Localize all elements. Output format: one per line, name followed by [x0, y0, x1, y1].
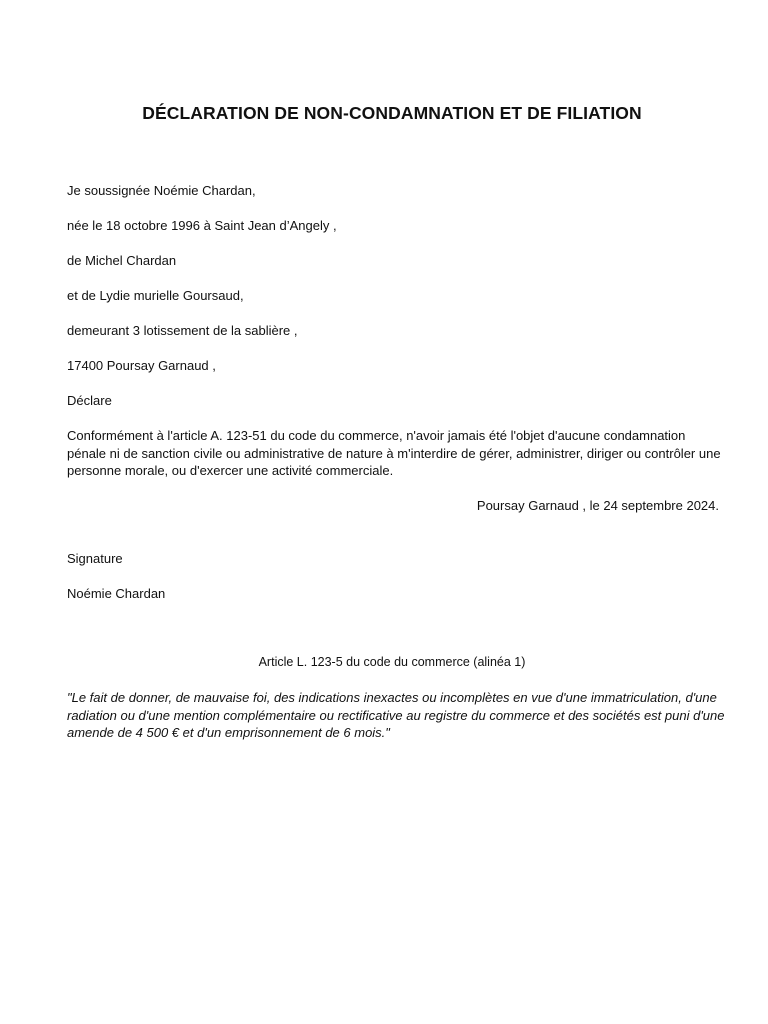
address-line: demeurant 3 lotissement de la sablière , [67, 323, 298, 338]
mother-line: et de Lydie murielle Goursaud, [67, 288, 244, 303]
document-title: DÉCLARATION DE NON-CONDAMNATION ET DE FILIATION [142, 103, 642, 123]
declarant-line: Je soussignée Noémie Chardan, [67, 183, 256, 198]
declare-line: Déclare [67, 393, 112, 408]
signature-label: Signature [67, 551, 123, 566]
article-reference: Article L. 123-5 du code du commerce (alinéa 1) [258, 655, 526, 669]
declaration-paragraph: Conformément à l'article A. 123-51 du code du commerce, n'avoir jamais été l'objet d'aucune condamnation pénale ni de sanction civile ou administrative de nature à m'interdire de gérer, administrer, diriger ou contrôler une personne morale, ou d'exercer une activité commerciale. [67, 428, 721, 478]
birth-line: née le 18 octobre 1996 à Saint Jean d’Angely , [67, 218, 337, 233]
father-line: de Michel Chardan [67, 253, 177, 268]
article-quote: "Le fait de donner, de mauvaise foi, des indications inexactes ou incomplètes en vue d'une immatriculation, d'une radiation ou d'une mention complémentaire ou rectificative au registre du commerce et des sociétés est puni d'une amende de 4 500 € et d'un emprisonnement de 6 mois." [67, 690, 725, 740]
place-date-line: Poursay Garnaud , le 24 septembre 2024. [476, 498, 719, 513]
city-line: 17400 Poursay Garnaud , [67, 358, 216, 373]
signature-name: Noémie Chardan [67, 586, 166, 601]
